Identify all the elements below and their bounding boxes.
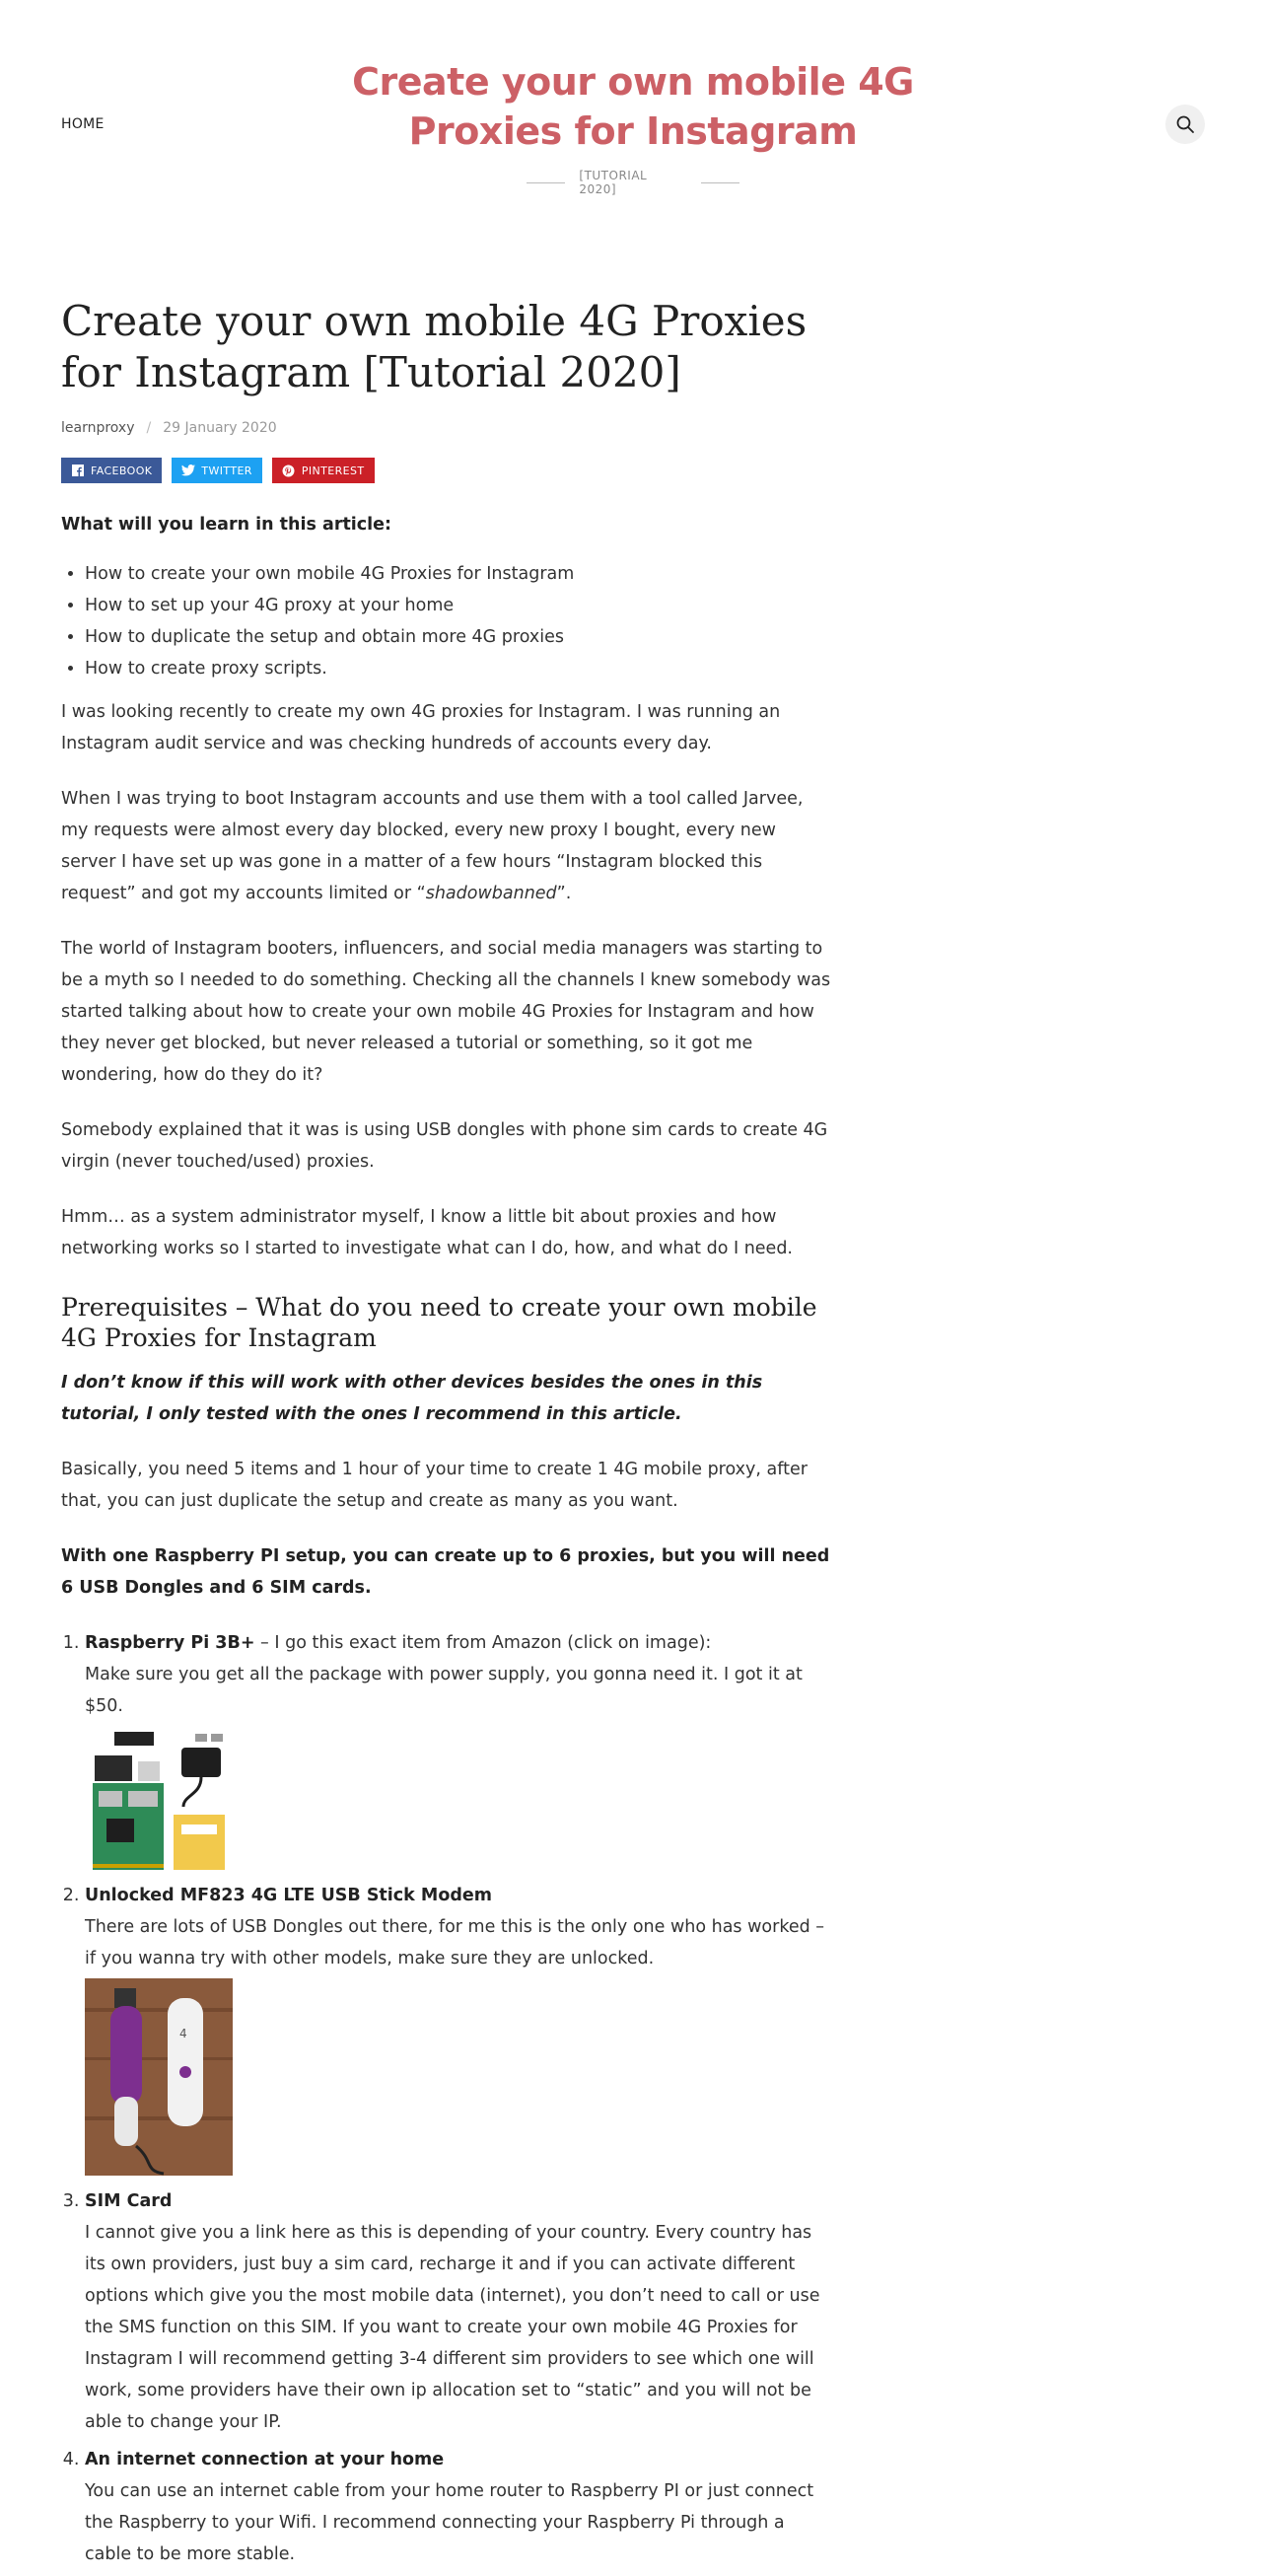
item-title: An internet connection at your home <box>85 2450 445 2469</box>
nav-home-link[interactable]: HOME <box>61 116 105 132</box>
tagline-divider-right <box>701 182 739 183</box>
search-button[interactable] <box>1165 105 1205 144</box>
shadowbanned-text: shadowbanned <box>425 884 557 903</box>
item-title-suffix: – I go this exact item from Amazon (click on image): <box>254 1633 712 1653</box>
search-icon <box>1175 114 1195 134</box>
learn-heading: What will you learn in this article: <box>61 515 392 535</box>
twitter-icon <box>181 464 195 477</box>
article <box>61 296 832 2576</box>
facebook-icon <box>71 464 85 477</box>
share-twitter-button[interactable] <box>172 458 261 483</box>
list-item <box>85 1880 832 2176</box>
item-title: Unlocked MF823 4G LTE USB Stick Modem <box>85 1886 492 1905</box>
paragraph-usb: Somebody explained that it was is using USB dongles with phone sim cards to create 4G virgin (never touched/used) proxies. <box>61 1120 828 1172</box>
usb-modem-product-icon <box>85 1978 233 2176</box>
tagline <box>527 169 739 196</box>
share-buttons <box>61 458 832 483</box>
site-title[interactable]: Create your own mobile 4G Proxies for Instagram <box>352 60 914 153</box>
paragraph-jarvee <box>61 783 832 909</box>
item-body: There are lots of USB Dongles out there, for me this is the only one who has worked – if you wanna try with other models, make sure they are unlocked. <box>85 1917 825 1968</box>
paragraph-intro: I was looking recently to create my own 4G proxies for Instagram. I was running an Instagram audit service and was checking hundreds of accounts every day. <box>61 702 781 753</box>
post-meta <box>61 420 832 436</box>
item-body: You can use an internet cable from your home router to Raspberry PI or just connect the Raspberry to your Wifi. I recommend connecting your Raspberry Pi through a cable to be more stable. <box>85 2481 814 2564</box>
item-body: I cannot give you a link here as this is depending of your country. Every country has its own providers, just buy a sim card, recharge it and if you can activate different options which give you the most mobile data (internet), you don’t need to call or use the SMS function on this SIM. If you want to create your own mobile 4G Proxies for Instagram I will recommend getting 3-4 different sim providers to see which one will work, some providers have their own ip allocation set to “static” and you will not be able to change your IP. <box>85 2223 820 2432</box>
prerequisites-list <box>61 1627 832 2570</box>
list-item <box>85 1627 832 1874</box>
prerequisites-note: I don’t know if this will work with other devices besides the ones in this tutorial, I only tested with the ones I recommend in this article. <box>61 1373 763 1424</box>
item-body: Make sure you get all the package with power supply, you gonna need it. I got it at $50. <box>85 1665 803 1716</box>
list-item <box>85 2444 832 2570</box>
prerequisites-heading: Prerequisites – What do you need to create your own mobile 4G Proxies for Instagram <box>61 1293 817 1352</box>
post-date: 29 January 2020 <box>163 420 277 436</box>
svg-text:4: 4 <box>179 2027 187 2040</box>
share-pinterest-label: PINTEREST <box>301 464 365 477</box>
pinterest-icon <box>282 464 296 477</box>
shadowbanned-end: ”. <box>556 884 572 903</box>
post-author[interactable]: learnproxy <box>61 420 135 436</box>
list-item <box>85 2185 832 2438</box>
list-item: • How to create proxy scripts. <box>85 653 832 684</box>
share-twitter-label: TWITTER <box>201 464 252 477</box>
prerequisites-intro: Basically, you need 5 items and 1 hour of your time to create 1 4G mobile proxy, after that, you can just duplicate the setup and create as many as you want. <box>61 1460 808 1511</box>
raspberry-pi-image[interactable] <box>85 1726 233 1874</box>
meta-separator: / <box>146 420 152 436</box>
list-item: • How to duplicate the setup and obtain more 4G proxies <box>85 621 832 653</box>
item-title: SIM Card <box>85 2191 173 2211</box>
item-title: Raspberry Pi 3B+ <box>85 1633 255 1653</box>
raspberry-pi-product-icon <box>85 1726 233 1874</box>
share-facebook-button[interactable] <box>61 458 162 483</box>
prerequisites-bold-note: With one Raspberry PI setup, you can create up to 6 proxies, but you will need 6 USB Dongles and 6 SIM cards. <box>61 1546 830 1598</box>
post-title: Create your own mobile 4G Proxies for Instagram [Tutorial 2020] <box>61 297 808 396</box>
paragraph-jarvee-text: When I was trying to boot Instagram accounts and use them with a tool called Jarvee, my requests were almost every day blocked, every new proxy I bought, every new server I have set up was gone in a matter of a few hours “Instagram blocked this request” and got my accounts limited or “ <box>61 789 804 903</box>
paragraph-sysadmin: Hmm… as a system administrator myself, I know a little bit about proxies and how networking works so I started to investigate what can I do, how, and what do I need. <box>61 1207 793 1258</box>
tagline-text: [TUTORIAL 2020] <box>579 169 648 196</box>
paragraph-myth: The world of Instagram booters, influencers, and social media managers was starting to be a myth so I needed to do something. Checking all the channels I knew somebody was started talking about how to create your own mobile 4G Proxies for Instagram and how they never get blocked, but never released a tutorial or something, so it got me wondering, how do they do it? <box>61 939 831 1085</box>
learn-list <box>61 558 832 684</box>
share-pinterest-button[interactable] <box>272 458 375 483</box>
share-facebook-label: FACEBOOK <box>91 464 153 477</box>
list-item: • How to set up your 4G proxy at your home <box>85 590 832 621</box>
usb-modem-image[interactable] <box>85 1978 233 2176</box>
tagline-divider-left <box>527 182 565 183</box>
list-item: • How to create your own mobile 4G Proxies for Instagram <box>85 558 832 590</box>
